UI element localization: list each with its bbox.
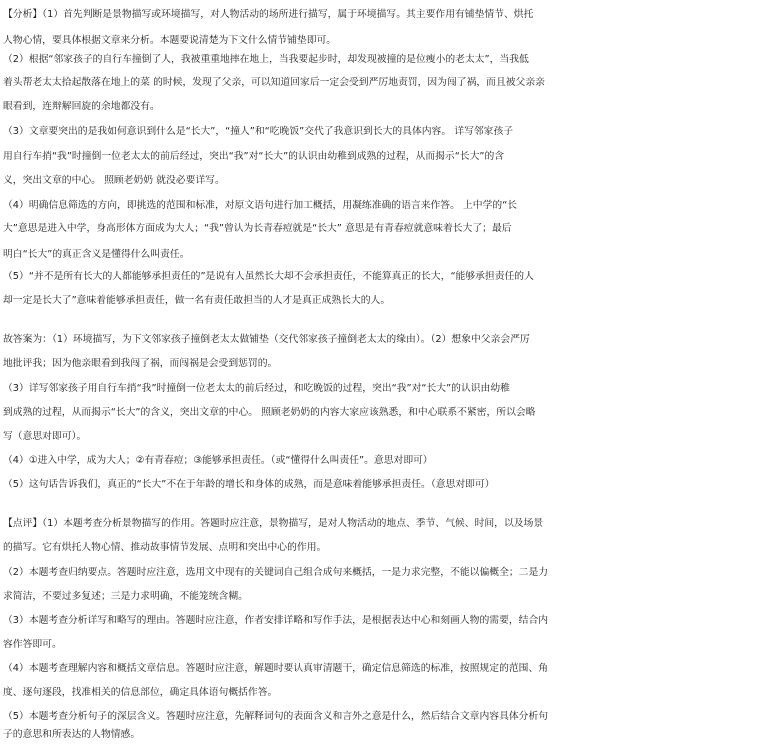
analysis-line: 【分析】（1）首先判断是景物描写或环境描写，对人物活动的场所进行描写，属于环境描写。其主要作用有铺垫情节、烘托 [3,9,534,20]
comment-line: （5）本题考查分析句子的深层含义。答题时应注意，先解释词句的表面含义和言外之意是什么，然后结合文章内容具体分析句 [3,711,549,722]
analysis-line: 大”意思是进入中学，身高形体方面成为大人；“我”曾认为长青春痘就是“长大” 意思是有青春痘就意味着长大了；最后 [3,223,512,234]
answer-line: （4）①进入中学，成为大人；②有青春痘；③能够承担责任。（或“懂得什么叫责任”。意思对即可） [3,455,433,466]
analysis-line: 义，突出文章的中心。 照顾老奶奶 就没必要详写。 [3,175,225,186]
analysis-line: （5）“并不是所有长大的人都能够承担责任的”是说有人虽然长大却不会承担责任，不能算真正的长大，“能够承担责任的人 [3,271,534,282]
comment-line: （4）本题考查理解内容和概括文章信息。答题时应注意，解题时要认真审清题干，确定信息筛选的标准，按照规定的范围、角 [3,663,549,674]
analysis-line: 眼看到，连辩解回旋的余地都没有。 [3,101,160,112]
comment-line: 【点评】（1）本题考查分析景物描写的作用。答题时应注意，景物描写，是对人物活动的地点、季节、气候、时间，以及场景 [3,518,544,529]
answer-line: 故答案为：（1）环境描写，为下文邻家孩子撞倒老太太做铺垫（交代邻家孩子撞倒老太太的缘由）。（2）想象中父亲会严厉 [3,334,530,345]
analysis-line: 却一定是长大了”意味着能够承担责任，做一名有责任敢担当的人才是真正成熟长大的人。 [3,295,391,306]
analysis-line: （2）根据“邻家孩子的自行车撞倒了人，我被重重地摔在地上，当我要起步时，却发现被撞的是位瘦小的老太太”，当我低 [3,54,529,65]
comment-line: （2）本题考查归纳要点。答题时应注意，选用文中现有的关键词自己组合成句来概括，一是力求完整，不能以偏概全；二是力 [3,567,549,578]
analysis-line: （3）文章要突出的是我如何意识到什么是“长大”，“撞人”和“吃晚饭”交代了我意识到长大的具体内容。 详写邻家孩子 [3,126,514,137]
analysis-line: 明白“长大”的真正含义是懂得什么叫责任。 [3,249,190,260]
analysis-line: 人物心情，要具体根据文章来分析。本题要说清楚为下文什么情节铺垫即可。 [3,35,337,46]
comment-line: （3）本题考查分析详写和略写的理由。答题时应注意，作者安排详略和写作手法，是根据表达中心和刻画人物的需要，结合内 [3,615,549,626]
answer-line: 写（意思对即可）。 [3,431,87,442]
comment-line: 子的意思和所表达的人物情感。 [3,729,141,740]
answer-line: 地批评我；因为他亲眼看到我闯了祸，而闯祸是会受到惩罚的。 [3,358,278,369]
comment-line: 求简洁，不要过多复述；三是力求明确，不能笼统含糊。 [3,591,248,602]
answer-line: （5）这句话告诉我们，真正的“长大”不在于年龄的增长和身体的成熟，而是意味着能够承担责任。（意思对即可） [3,479,495,490]
comment-line: 度、逐句逐段，找准相关的信息部位，确定具体语句概括作答。 [3,687,278,698]
analysis-line: 用自行车捎“我”时撞倒一位老太太的前后经过，突出“我”对“长大”的认识由幼稚到成熟的过程，从而揭示“长大”的含 [3,151,505,162]
analysis-line: 着头帮老太太拾起散落在地上的菜 的时候，发现了父亲，可以知道回家后一定会受到严厉地责罚，因为闯了祸，而且被父亲亲 [3,77,545,88]
comment-line: 的描写。它有烘托人物心情、推动故事情节发展、点明和突出中心的作用。 [3,542,327,553]
analysis-line: （4）明确信息筛选的方向，即挑选的范围和标准，对原文语句进行加工概括，用凝练准确的语言来作答。 上中学的“长 [3,200,518,211]
comment-line: 容作答即可。 [3,639,62,650]
answer-line: （3）详写邻家孩子用自行车捎“我”时撞倒一位老太太的前后经过，和吃晚饭的过程，突出“我”对“长大”的认识由幼稚 [3,383,510,394]
answer-line: 到成熟的过程，从而揭示“长大”的含义，突出文章的中心。 照顾老奶奶的内容大家应该熟悉，和中心联系不紧密，所以会略 [3,407,536,418]
